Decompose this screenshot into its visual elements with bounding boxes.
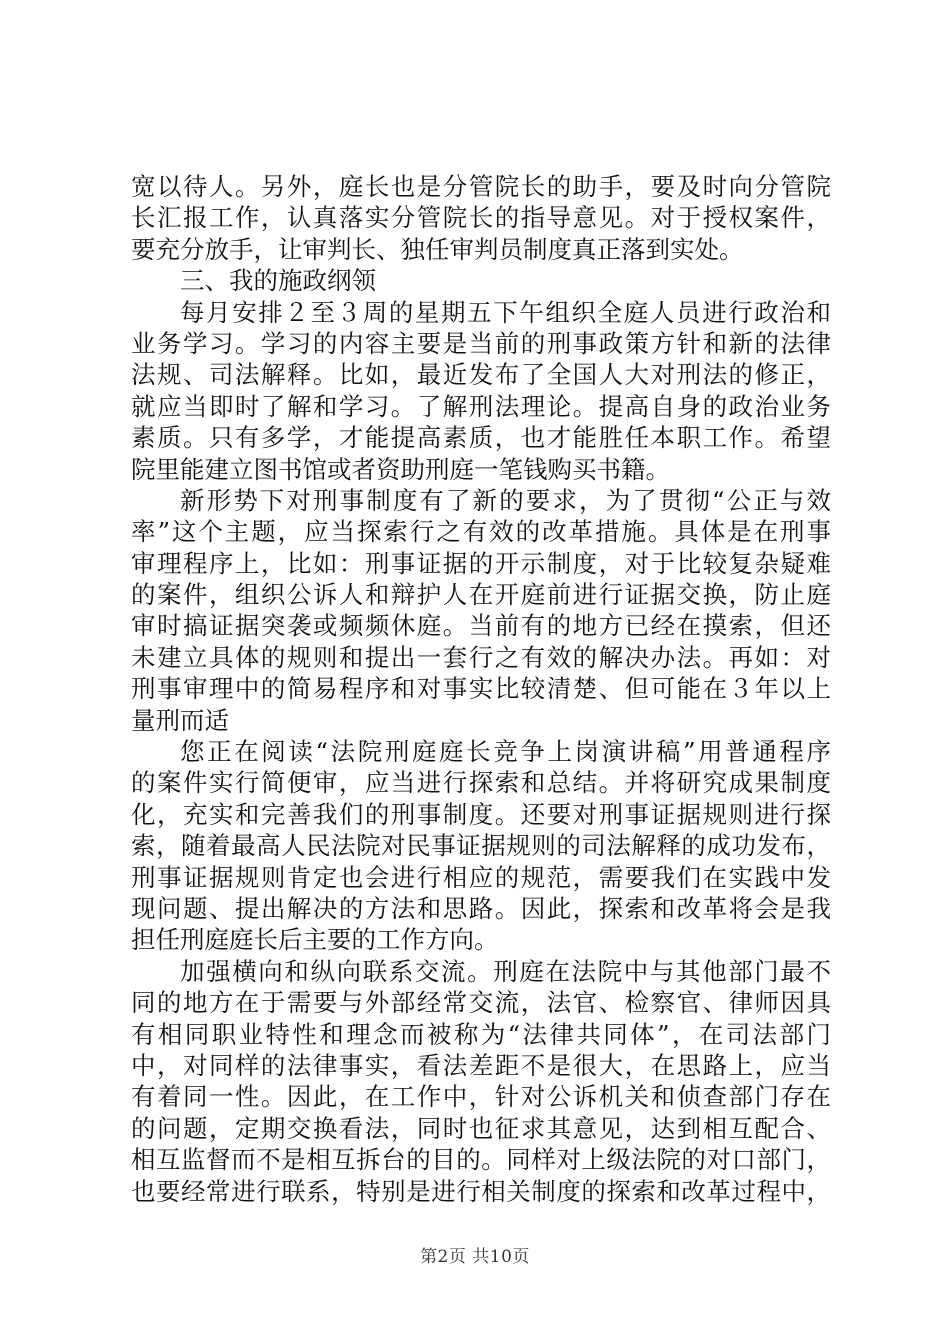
text-line: 化，充实和完善我们的刑事制度。还要对刑事证据规则进行探 [131,799,831,829]
text-line: 就应当即时了解和学习。了解刑法理论。提高自身的政治业务 [131,391,831,421]
text-line: 现问题、提出解决的方法和思路。因此，探索和改革将会是我 [131,893,831,923]
text-line: 相互监督而不是相互拆台的目的。同样对上级法院的对口部门， [131,1145,831,1175]
text-line: 担任刑庭庭长后主要的工作方向。 [131,925,499,955]
text-line: 院里能建立图书馆或者资助刑庭一笔钱购买书籍。 [131,454,670,484]
text-line: 的案件实行简便审，应当进行探索和总结。并将研究成果制度 [131,768,831,798]
text-line: 中，对同样的法律事实，看法差距不是很大，在思路上，应当 [131,1050,831,1080]
text-line: 有相同职业特性和理念而被称为“法律共同体”，在司法部门 [131,1019,831,1049]
text-line: 审时搞证据突袭或频频休庭。当前有的地方已经在摸索，但还 [131,611,831,641]
text-line: 同的地方在于需要与外部经常交流，法官、检察官、律师因具 [131,988,831,1018]
text-line: 素质。只有多学，才能提高素质，也才能胜任本职工作。希望 [131,423,831,453]
text-line: 刑事证据规则肯定也会进行相应的规范，需要我们在实践中发 [131,862,831,892]
text-line: 量刑而适 [131,705,229,735]
text-line: 三、我的施政纲领 [180,266,376,296]
text-line: 有着同一性。因此，在工作中，针对公诉机关和侦查部门存在 [131,1082,831,1112]
text-line: 率”这个主题，应当探索行之有效的改革措施。具体是在刑事 [131,517,831,547]
text-line: 的问题，定期交换看法，同时也征求其意见，达到相互配合、 [131,1113,831,1143]
text-line: 也要经常进行联系，特别是进行相关制度的探索和改革过程中， [131,1176,831,1206]
text-line: 长汇报工作，认真落实分管院长的指导意见。对于授权案件， [131,203,831,233]
document-body [131,171,831,1207]
text-line: 宽以待人。另外，庭长也是分管院长的助手，要及时向分管院 [131,172,831,201]
text-line: 新形势下对刑事制度有了新的要求，为了贯彻“公正与效 [180,485,831,515]
text-line: 业务学习。学习的内容主要是当前的刑事政策方针和新的法律 [131,328,831,358]
text-line: 未建立具体的规则和提出一套行之有效的解决办法。再如：对 [131,642,831,672]
text-line: 法规、司法解释。比如，最近发布了全国人大对刑法的修正， [131,360,831,390]
text-line: 加强横向和纵向联系交流。刑庭在法院中与其他部门最不 [180,956,831,986]
text-line: 刑事审理中的简易程序和对事实比较清楚、但可能在３年以上 [131,674,831,704]
text-line: 每月安排２至３周的星期五下午组织全庭人员进行政治和 [180,297,831,327]
page-footer: 第2页 共10页 [420,1247,530,1267]
text-line: 索，随着最高人民法院对民事证据规则的司法解释的成功发布， [131,831,831,861]
text-line: 的案件，组织公诉人和辩护人在开庭前进行证据交换，防止庭 [131,580,831,610]
text-line: 您正在阅读“法院刑庭庭长竞争上岗演讲稿”用普通程序 [180,737,831,767]
text-line: 审理程序上，比如：刑事证据的开示制度，对于比较复杂疑难 [131,548,831,578]
text-line: 要充分放手，让审判长、独任审判员制度真正落到实处。 [131,234,744,264]
